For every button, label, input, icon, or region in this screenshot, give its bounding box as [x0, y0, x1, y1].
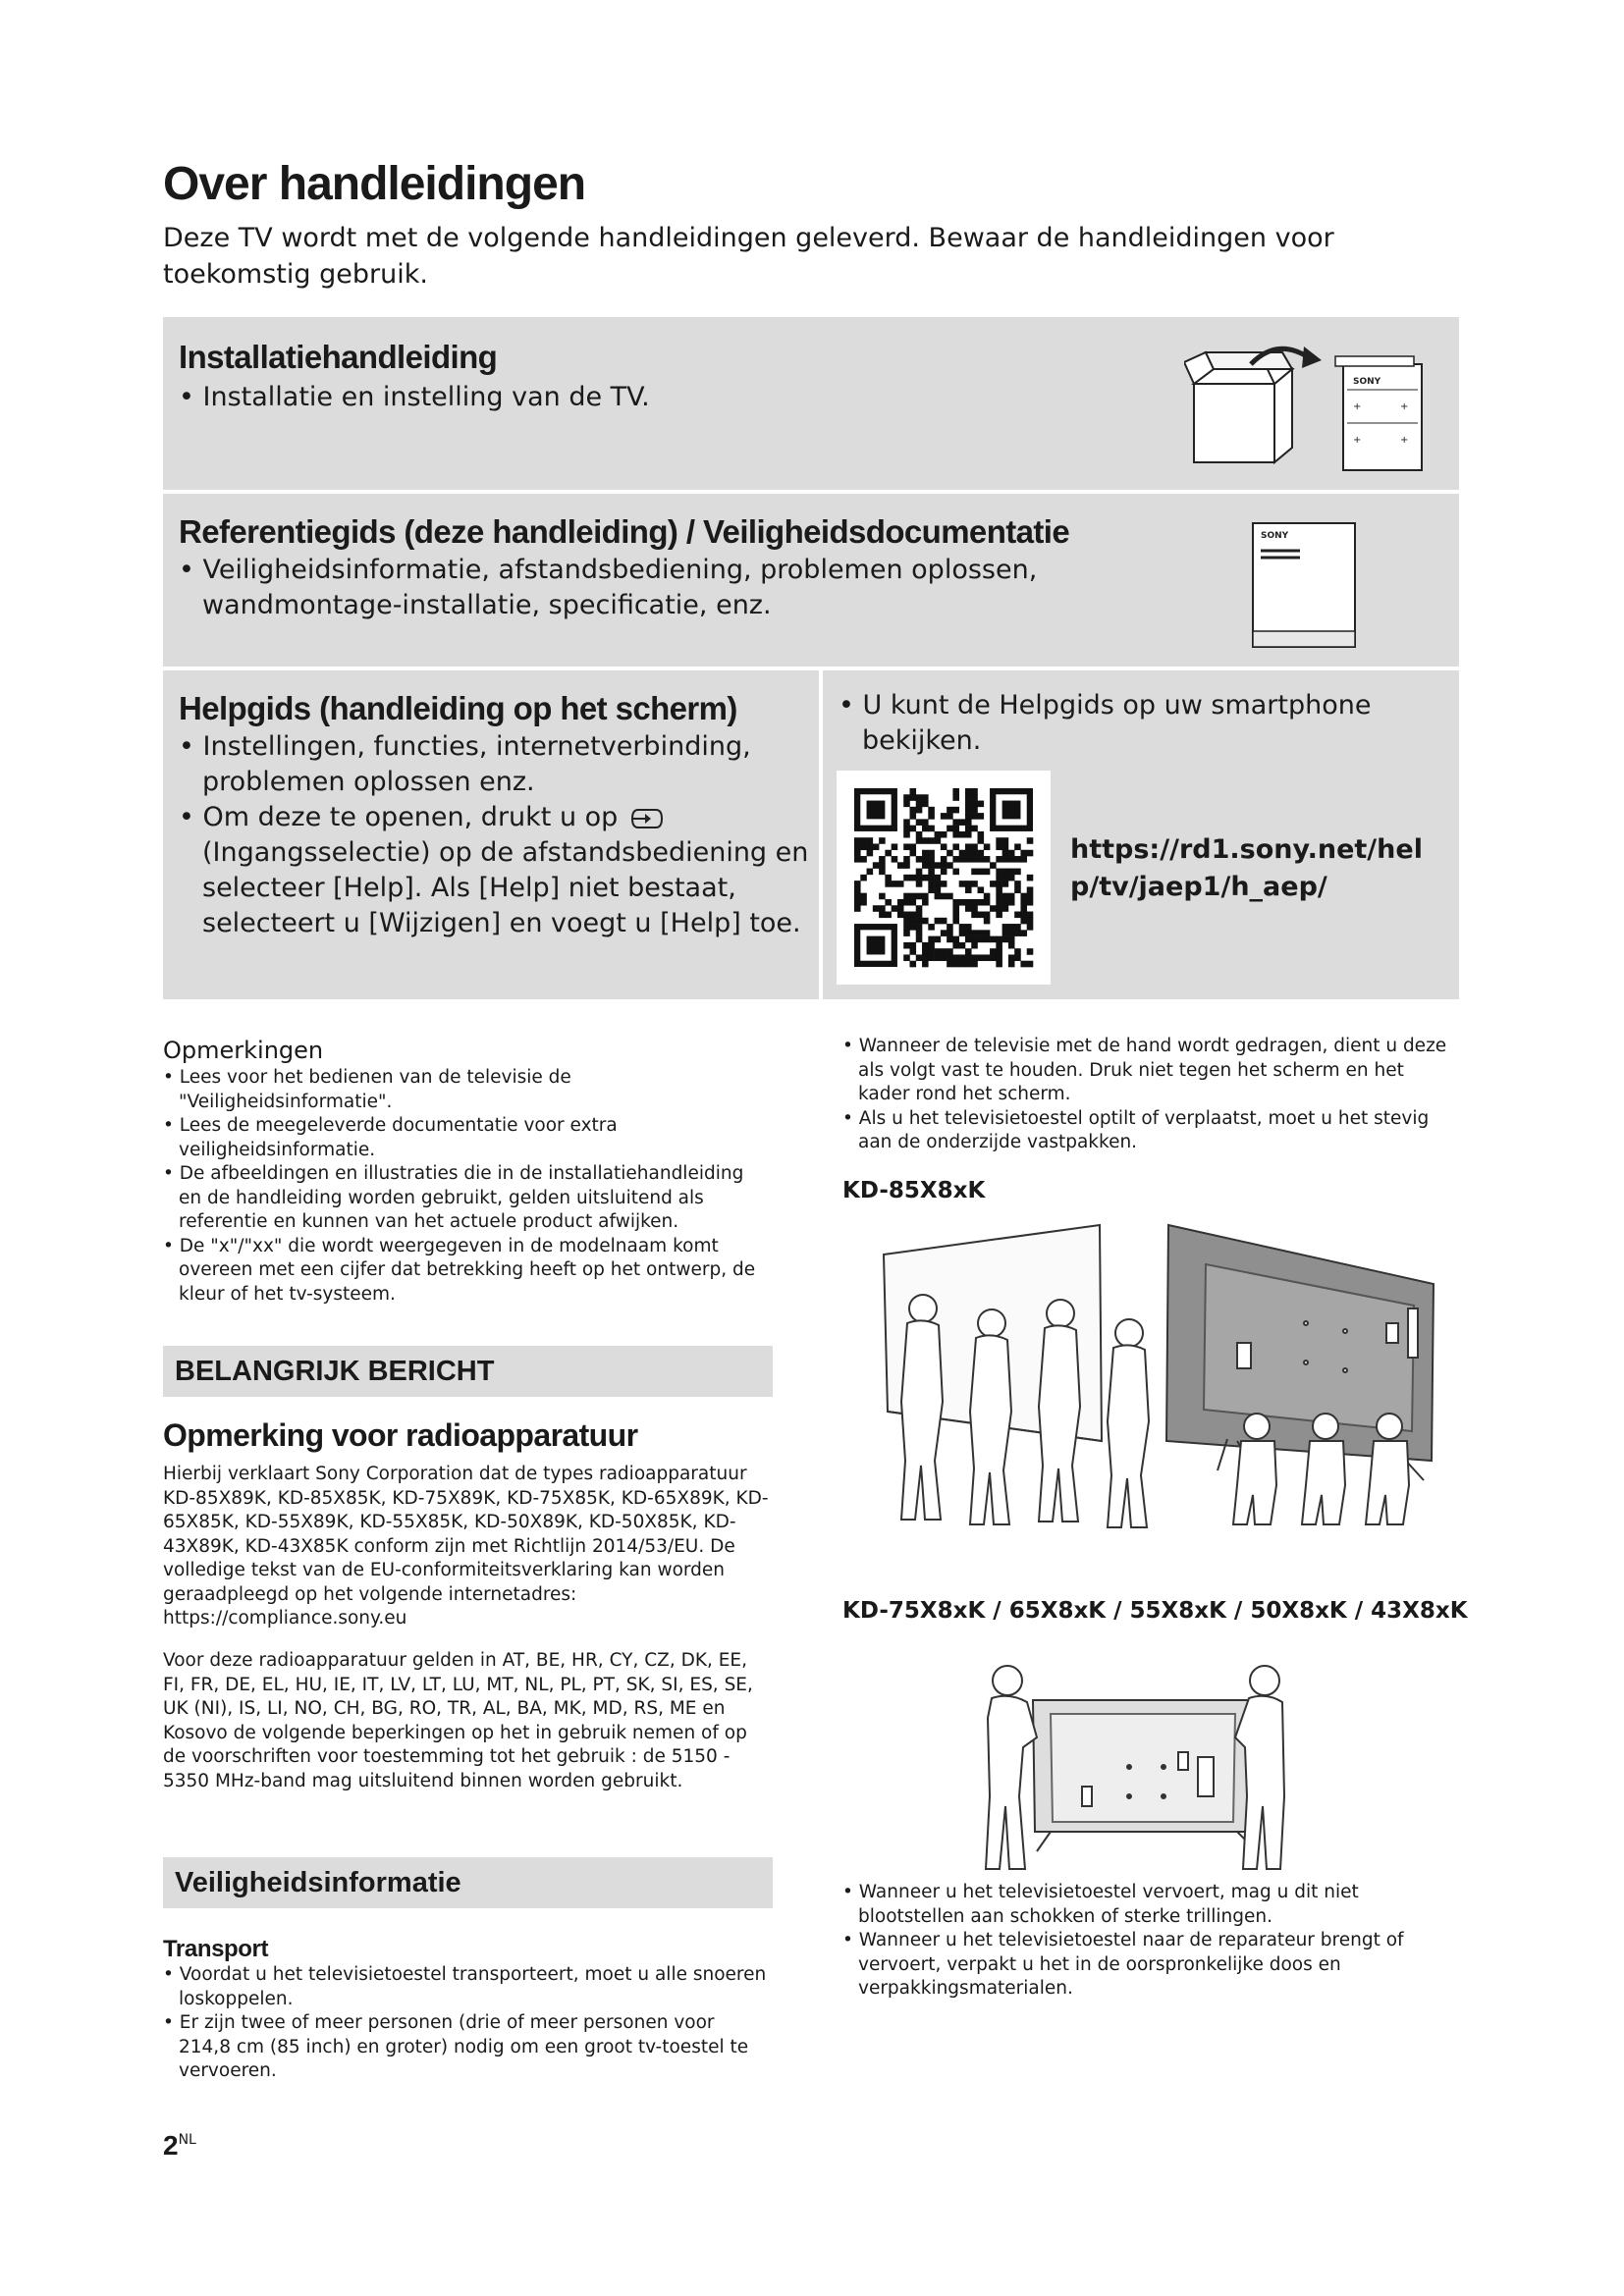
help-guide-bullet-2: [179, 800, 811, 941]
important-notice-bar: BELANGRIJK BERICHT: [163, 1346, 773, 1397]
svg-text:+: +: [1353, 401, 1362, 412]
note-item: • De "x"/"xx" die wordt weergegeven in de modelnaam komt overeen met een cijfer dat betrekking heeft op het ontwerp, de kleur of het tv-systeem.: [163, 1235, 756, 1305]
page-number-value: 2: [163, 2130, 179, 2161]
install-brand-mark: SONY: [1353, 377, 1381, 387]
carry-instructions-list: [842, 1035, 1451, 1155]
notes-list: [163, 1066, 772, 1307]
transport-list: [163, 1963, 772, 2084]
transport-item: • Er zijn twee of meer personen (drie of meer personen voor 214,8 cm (85 inch) en groter) nodig om een groot tv-toestel te vervoeren.: [163, 2012, 749, 2081]
radio-restrictions-text: Voor deze radioapparatuur gelden in AT, BE, HR, CY, CZ, DK, EE, FI, FR, DE, EL, HU, IE, IT, LV, LT, LU, MT, NL, PL, PT, SK, SI, ES, SE, UK (NI), IS, LI, NO, CH, BG, RO, TR, AL, BA, MK, MD, RS, ME en Kosovo de volgende beperkingen op het in gebruik nemen of op de voorschriften voor toestemming tot het gebruik : de 5150 - 5350 MHz-band mag uitsluitend binnen worden gebruikt.: [163, 1650, 753, 1791]
help-guide-box: [163, 670, 819, 999]
carry-item: • Wanneer de televisie met de hand wordt gedragen, dient u deze als volgt vast te houden. Druk niet tegen het scherm en het kader rond het scherm.: [842, 1036, 1447, 1104]
carry-item: • Als u het televisietoestel optilt of verplaatst, moet u het stevig aan de onderzijde vastpakken.: [842, 1107, 1430, 1152]
help-guide-bullet-1: • Instellingen, functies, internetverbinding, problemen oplossen enz.: [179, 731, 751, 797]
install-guide-bullet: • Installatie en instelling van de TV.: [179, 382, 650, 412]
smartphone-help-box: [823, 670, 1459, 999]
svg-text:+: +: [1400, 435, 1409, 446]
transport-item: • Voordat u het televisietoestel transporteert, moet u alle snoeren loskoppelen.: [163, 1964, 767, 2009]
page-language: NL: [178, 2132, 196, 2148]
carry-85-illustration: [844, 1215, 1463, 1539]
intro-text: Deze TV wordt met de volgende handleidingen geleverd. Bewaar de handleidingen voor toekomstig gebruik.: [163, 223, 1334, 290]
note-item: • Lees de meegeleverde documentatie voor extra veiligheidsinformatie.: [163, 1115, 618, 1160]
transport-title: Transport: [163, 1936, 269, 1962]
note-item: • De afbeeldingen en illustraties die in de installatiehandleiding en de handleiding worden gebruikt, gelden uitsluitend als referentie en kunnen van het actuele product afwijken.: [163, 1163, 744, 1232]
safety-info-bar: Veiligheidsinformatie: [163, 1857, 773, 1908]
input-select-icon: [630, 806, 664, 831]
model-other-label: KD-75X8xK / 65X8xK / 55X8xK / 50X8xK / 43X8xK: [842, 1598, 1468, 1624]
reference-guide-title: Referentiegids (deze handleiding) / Veiligheidsdocumentatie: [179, 513, 1070, 550]
smartphone-help-text: • U kunt de Helpgids op uw smartphone bekijken.: [839, 690, 1372, 756]
svg-text:+: +: [1353, 435, 1362, 446]
radio-declaration-text: Hierbij verklaart Sony Corporation dat de types radioapparatuur KD-85X89K, KD-85X85K, KD-75X89K, KD-75X85K, KD-65X89K, KD-65X85K, KD-55X89K, KD-55X85K, KD-50X89K, KD-50X85K, KD-43X89K, KD-43X85K conform zijn met Richtlijn 2014/53/EU. De volledige tekst van de EU-conformiteitsverklaring kan worden geraadpleegd op het volgende internetadres: https://compliance.sony.eu: [163, 1464, 769, 1629]
carry-other-illustration: [972, 1659, 1296, 1875]
reference-guide-bullet: • Veiligheidsinformatie, afstandsbediening, problemen oplossen, wandmontage-installatie, specificatie, enz.: [179, 555, 1038, 620]
page-title: Over handleidingen: [163, 158, 586, 210]
reference-guide-box: [163, 494, 1459, 667]
notes-title: Opmerkingen: [163, 1037, 324, 1064]
transport-care-item: • Wanneer u het televisietoestel naar de reparateur brengt of vervoert, verpakt u het in de oorspronkelijke doos en verpakkingsmaterialen.: [842, 1930, 1404, 1999]
reference-booklet-illustration: [1251, 521, 1359, 651]
box-to-manual-illustration: [1184, 345, 1439, 472]
install-guide-title: Installatiehandleiding: [179, 339, 498, 375]
transport-care-item: • Wanneer u het televisietoestel vervoert, mag u dit niet blootstellen aan schokken of sterke trillingen.: [842, 1882, 1359, 1927]
help-qr-code[interactable]: [837, 771, 1051, 985]
reference-brand-mark: SONY: [1261, 531, 1289, 541]
help-url-link[interactable]: https://rd1.sony.net/help/tv/jaep1/h_aep/: [1070, 834, 1423, 902]
transport-care-list: [842, 1881, 1451, 2002]
install-guide-box: [163, 317, 1459, 490]
page-number: [163, 2130, 196, 2162]
help-guide-bullet-2-start: • Om deze te openen, drukt u op: [179, 802, 619, 832]
model-85-label: KD-85X8xK: [842, 1178, 986, 1203]
help-guide-title: Helpgids (handleiding op het scherm): [179, 690, 737, 726]
radio-equipment-title: Opmerking voor radioapparatuur: [163, 1417, 638, 1453]
help-guide-bullet-2-end: (Ingangsselectie) op de afstandsbediening en selecteer [Help]. Als [Help] niet bestaat, selecteert u [Wijzigen] en voegt u [Help] toe.: [202, 837, 809, 938]
note-item: • Lees voor het bedienen van de televisie de "Veiligheidsinformatie".: [163, 1067, 571, 1112]
svg-text:+: +: [1400, 401, 1409, 412]
